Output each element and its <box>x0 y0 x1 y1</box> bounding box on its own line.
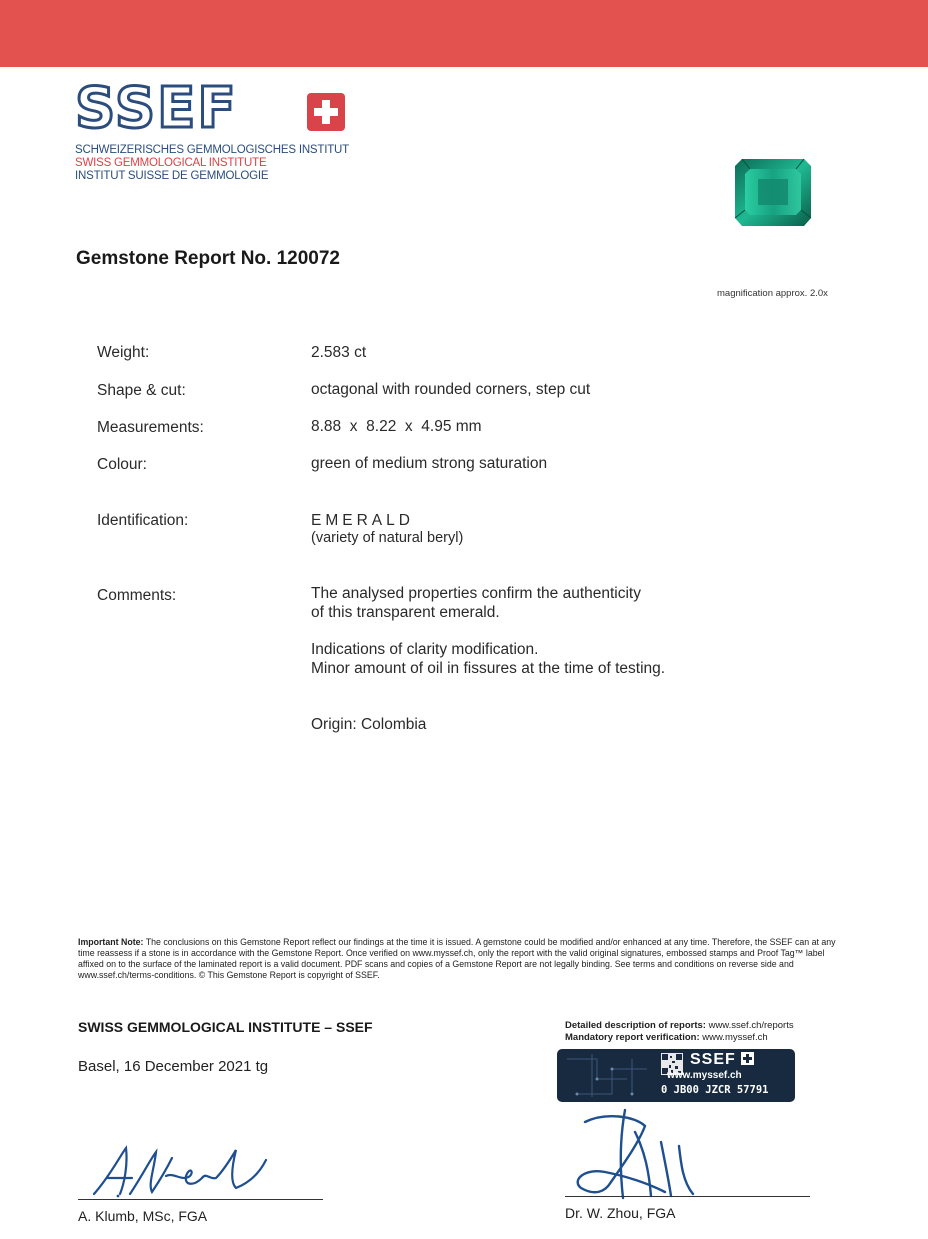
identification-value: EMERALD <box>311 512 414 529</box>
colour-label: Colour: <box>97 456 147 473</box>
colour-value: green of medium strong saturation <box>311 455 548 472</box>
identification-label: Identification: <box>97 512 189 529</box>
logo-line-french: INSTITUT SUISSE DE GEMMOLOGIE <box>75 170 269 182</box>
signature-line-left <box>78 1199 323 1200</box>
top-color-bar <box>0 0 928 67</box>
tag-logo-text: SSEF <box>690 1051 736 1068</box>
tag-circuit-pattern <box>557 1049 657 1102</box>
report-title: Gemstone Report No. 120072 <box>76 248 340 269</box>
comment-line-1: The analysed properties confirm the authenticity <box>311 585 641 602</box>
tag-url: www.myssef.ch <box>667 1070 742 1081</box>
signature-klumb <box>90 1136 290 1202</box>
detail-label: Detailed description of reports: <box>565 1020 706 1031</box>
tag-cross-icon <box>741 1052 754 1065</box>
comment-line-3: Indications of clarity modification. <box>311 641 539 658</box>
important-note-text: The conclusions on this Gemstone Report reflect our findings at the time it is issued. A gemstone could be modified and/or enhanced at any time. Therefore, the SSEF can at any time reassess if a stone is in accordance with the Gemstone Report. Once verified on www.myssef.ch, only the report with the valid original signatures, embossed stamps and Proof Tag™ label affixed on to the surface of the laminated report is a valid document. PDF scans and copies of a Gemstone Report are not legally binding. See terms and conditions on reverse side and www.ssef.ch/terms-conditions. © This Gemstone Report is copyright of SSEF. <box>78 937 836 980</box>
proof-tag-label <box>557 1049 795 1102</box>
weight-label: Weight: <box>97 344 150 361</box>
detail-description-row <box>565 1020 794 1031</box>
verify-url[interactable]: www.myssef.ch <box>702 1032 768 1043</box>
important-note <box>78 937 838 981</box>
place-date: Basel, 16 December 2021 tg <box>78 1058 269 1075</box>
shape-cut-label: Shape & cut: <box>97 382 186 399</box>
institute-name: SWISS GEMMOLOGICAL INSTITUTE – SSEF <box>78 1019 373 1035</box>
signatory-right: Dr. W. Zhou, FGA <box>565 1205 676 1221</box>
identification-note: (variety of natural beryl) <box>311 530 464 546</box>
magnification-note: magnification approx. 2.0x <box>717 288 828 299</box>
tag-code: 0 JB00 JZCR 57791 <box>661 1084 769 1096</box>
verification-row <box>565 1032 768 1043</box>
logo-line-english: SWISS GEMMOLOGICAL INSTITUTE <box>75 157 267 169</box>
verify-label: Mandatory report verification: <box>565 1032 700 1043</box>
swiss-cross-icon <box>307 93 345 131</box>
comments-label: Comments: <box>97 587 177 604</box>
measurements-label: Measurements: <box>97 419 204 436</box>
emerald-photo <box>734 157 812 227</box>
important-note-label: Important Note: <box>78 937 144 947</box>
comment-line-4: Minor amount of oil in fissures at the time of testing. <box>311 660 666 677</box>
logo-line-german: SCHWEIZERISCHES GEMMOLOGISCHES INSTITUT <box>75 144 349 156</box>
detail-url[interactable]: www.ssef.ch/reports <box>708 1020 794 1031</box>
logo-wordmark: SSEF <box>75 76 238 141</box>
signature-line-right <box>565 1196 810 1197</box>
signature-zhou <box>565 1102 705 1202</box>
weight-value: 2.583 ct <box>311 344 367 361</box>
shape-cut-value: octagonal with rounded corners, step cut <box>311 381 591 398</box>
measurements-value: 8.88 x 8.22 x 4.95 mm <box>311 418 482 435</box>
comment-line-2: of this transparent emerald. <box>311 604 500 621</box>
signatory-left: A. Klumb, MSc, FGA <box>78 1208 208 1224</box>
origin-line: Origin: Colombia <box>311 716 427 733</box>
tag-logo <box>690 1051 754 1069</box>
